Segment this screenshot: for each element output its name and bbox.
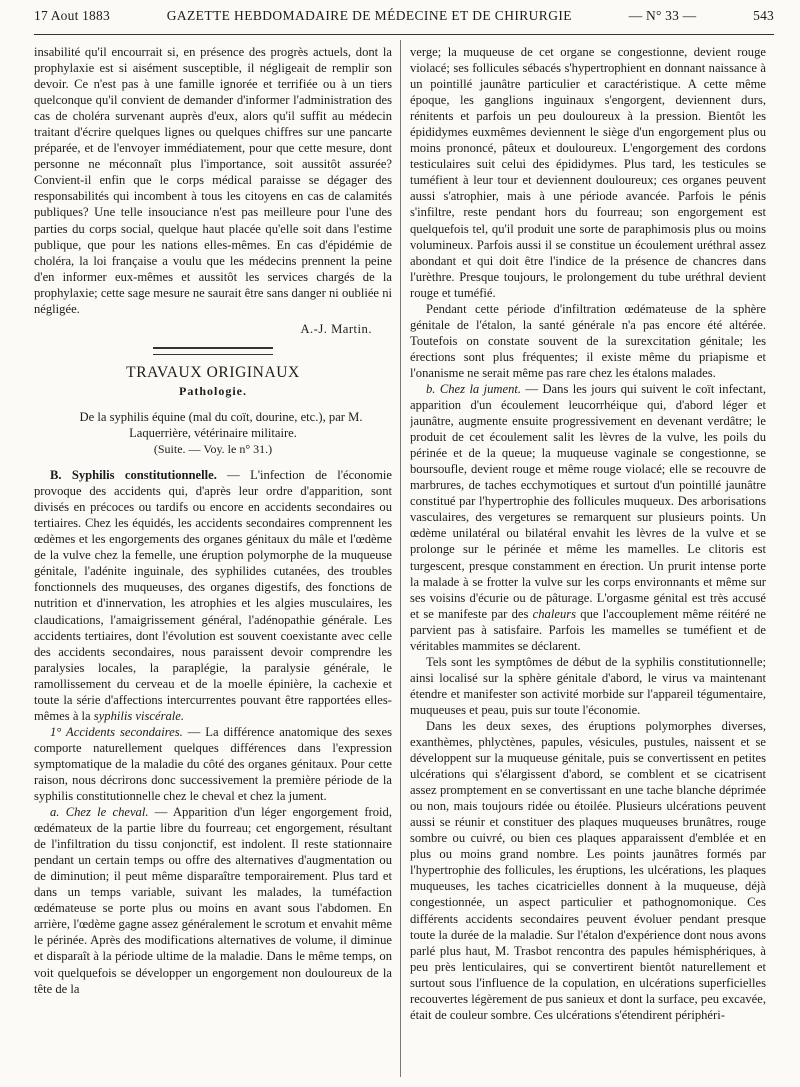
- paragraph: Pendant cette période d'infiltration œdémateuse de la sphère génitale de l'étalon, la santé générale n'a pas encore été altérée. Toutefois on constate souvent de la surexcitation génitale; les érections sont plus fréquentes; il existe même du priapisme et l'onanisme ne serait même pas rare chez les étalons malades.: [410, 301, 766, 380]
- left-column: [34, 44, 392, 1077]
- paragraph-chez-le-cheval: a. Chez le cheval. — Apparition d'un léger engorgement froid, œdémateux de la partie libre du fourreau; cet engorgement, résultant de l'infiltration du tissu conjonctif, est indolent. Il reste stationnaire pendant un certain temps ou offre des alternatives d'augmentation ou de diminution; il peut même disparaître temporairement. Plus tard et dans un temps variable, suivant les malades, la tuméfaction œdémateuse se porte plus ou moins en avant sous l'abdomen. En arrière, l'œdème gagne assez généralement le scrotum et envahit même le périnée. Après des modifications alternatives de volume, il diminue et disparaît à la période ultime de la maladie. Dans le même temps, on voit quelquefois se développer un engorgement non douloureux de la tête de la: [34, 805, 392, 996]
- paragraph-b-constitutionnelle: B. Syphilis constitutionnelle. — L'infection de l'économie provoque des accidents qui, d'après leur ordre d'apparition, sont divisés en précoces ou tardifs ou encore en accidents secondaires ou tertiaires. Chez les équidés, les accidents secondaires comprennent les œdèmes et les engorgements des organes génitaux du mâle et l'œdème de la vulve chez la femelle, une éruption polymorphe de la muqueuse génitale, l'adénite inguinale, des syphilides cutanées, des troubles fonctionnels des muqueuses, des organes digestifs, des fonctions de nutrition et d'innervation, les atrophies et les algies musculaires, les claudications, l'amaigrissement général, l'adénopathie générale. Les accidents tertiaires, dont l'évolution est souvent coexistante avec celle des accidents secondaires, nous paraissent devoir comprendre les paralysies locales, la paraplégie, la paralysie générale, le ramollissement du cerveau et de la moelle épinière, la cachexie et toute la série d'affections intercurrentes pouvant être rapportées elles-mêmes à la syphilis viscérale.: [34, 468, 392, 723]
- running-header: [34, 8, 774, 32]
- paragraph-heading: b. Chez la jument.: [426, 381, 522, 396]
- header-rule: [34, 34, 774, 35]
- right-column: [410, 44, 766, 1077]
- section-title: TRAVAUX ORIGINAUX: [126, 363, 300, 381]
- article-suite-note: (Suite. — Voy. le n° 31.): [153, 442, 273, 457]
- paragraph: Dans les deux sexes, des éruptions polymorphes diverses, exanthèmes, phlyctènes, papules, vésicules, pustules, naissent et se développent sur la muqueuse génitale, puis se convertissent en petites ulcérations qui s'élargissent d'abord, se comblent et se cicatrisent assez promptement en se convertissant en une tache blanche déprimée ou non, mais toujours ridée ou étoilée. Plusieurs ulcérations peuvent aussi se réunir et constituer des plaques muqueuses brunâtres, rouge sombre ou cuivré, ou bien ces plaques apparaissent d'emblée et en plus ou moins grand nombre. Les points jaunâtres formés par l'hypertrophie des follicules, les éruptions, les ulcérations, les plaques muqueuses, les taches cicatricielles donnent à la muqueuse, déjà congestionnée, un aspect particulier et pathognomonique. Ces différents accidents secondaires peuvent évoluer pendant presque toute la durée de la maladie. Sur l'étalon d'expérience dont nous avons parlé plus haut, M. Trasbot rencontra des papules hémisphériques, à peu près lenticulaires, qui se convertirent bientôt naturellement et surtout sous l'influence de la copulation, en ulcérations superficielles recouvertes légèrement de pus sanieux et dont la surface, peu excavée, était de couleur sombre. Ces ulcérations s'étendirent périphéri-: [410, 718, 766, 1022]
- paragraph-heading: a. Chez le cheval.: [50, 805, 149, 820]
- signature: A.-J. Martin.: [300, 321, 372, 336]
- paragraph-continued: verge; la muqueuse de cet organe se congestionne, devient rouge violacé; ses follicules sébacés s'hypertrophient en donnant naissance à un pointillé jaunâtre particulier et caractéristique. A cette même époque, les ganglions inguinaux s'engorgent, deviennent durs, rénitents et parfois un peu douloureux à la pression. Bientôt les épididymes euxmêmes deviennent le siège d'un engorgement plus ou moins prononcé, pâteux et douloureux. L'engorgement des cordons testiculaires suit celui des épididymes. Plus tard, les testicules se tuméfient à leur tour et deviennent douloureux; ces organes peuvent aussi s'atrophier, mais à une période avancée. Parfois le pénis s'infiltre, reste pendant hors du fourreau; son engorgement est quelquefois tel, qu'il produit une sorte de paraphimosis plus ou moins volumineux. Parfois aussi il se constitue un écoulement uréthral assez abondant et qui doit être l'indice de la présence de chancres dans l'urèthre. Presque toujours, le prolongement du tube uréthral devient rouge et tuméfié.: [410, 45, 766, 300]
- issue-number: — N° 33 —: [628, 8, 697, 23]
- intro-paragraph: insabilité qu'il encourrait si, en présence des progrès actuels, dont la prophylaxie est si aisément susceptible, il négligeait de remplir son devoir. Ce n'est pas à une famille ignorée et terrifiée ou à un tiers quelconque qu'il convient de demander d'informer l'administration des cas de choléra survenant auprès d'eux, alors qu'il suffit au médecin traitant d'écrire quelques lignes ou quelques chiffres sur une pancarte préparée, et de l'envoyer immédiatement, pour que cette mesure, dont personne ne méconnaît plus l'importance, soit aussitôt assurée? Convient-il enfin que le corps médical paraisse se dégager des responsabilités qui incombent à tous les citoyens en cas de calamités publiques? Une telle insouciance n'est pas meilleure pour l'une des parties du corps social, quelque haut placée qu'elle soit dans l'estime publique, que pour les nations elles-mêmes. En cas d'épidémie de choléra, la loi française a voulu que les médecins prennent la peine d'en informer eux-mêmes et aussitôt les services chargés de la prophylaxie; cette sage mesure ne saurait être sans danger ni oubliée ni négligée.: [34, 45, 392, 316]
- header-date: 17 Aout 1883: [34, 8, 110, 23]
- paragraph-heading: 1° Accidents secondaires.: [50, 724, 183, 739]
- section-subtitle: Pathologie.: [179, 383, 247, 398]
- journal-title: GAZETTE HEBDOMADAIRE DE MÉDECINE ET DE CHIRURGIE: [166, 8, 572, 23]
- paragraph-heading: B. Syphilis constitutionnelle.: [50, 468, 217, 483]
- ornament-rule: [153, 347, 273, 355]
- paragraph: Tels sont les symptômes de début de la syphilis constitutionnelle; ainsi localisé sur la sphère génitale d'abord, le virus va maintenant étendre et manifester son activité morbide sur l'appareil tégumentaire, muqueuses et peau, puis sur toute l'économie.: [410, 654, 766, 717]
- column-divider: [400, 40, 401, 1077]
- article-title: De la syphilis équine (mal du coït, dourine, etc.), par M. Laquerrière, vétérinaire militaire.: [79, 409, 363, 440]
- paragraph-chez-la-jument: b. Chez la jument. — Dans les jours qui suivent le coït infectant, apparition d'un écoulement leucorrhéique qui, d'abord léger et jaunâtre, augmente ensuite progressivement en devenant verdâtre; le produit de cet écoulement salit les lèvres de la vulve, les poils du périnée et de la queue; la muqueuse vaginale se congestionne, se boursoufle, devient rouge et même rouge violacé; elle se recouvre de marbrures, de taches ecchymotiques et surtout d'un pointillé jaunâtre constitué par l'hypertrophie des follicules muqueux. Des arborisations vasculaires, des vergetures se remarquent sur plusieurs points. Un œdème unilatéral ou bilatéral envahit les lèvres de la vulve et se prolonge sur le périnée et même les mamelles. Le clitoris est turgescent, presque constamment en érection. Un prurit intense porte la malade à se frotter la vulve sur les corps environnants et même sur ses voisins d'écurie ou de pâturage. L'orgasme génital est très accusé et se manifeste par des chaleurs que l'accouplement même réitéré ne parvient pas à satisfaire. Parfois les mamelles se tuméfient et de véritables mammites se déclarent.: [410, 381, 766, 653]
- page-number: 543: [753, 8, 774, 23]
- paragraph-accidents-secondaires: 1° Accidents secondaires. — La différence anatomique des sexes comporte naturellement quelques différences dans l'expression symptomatique de la maladie du côté des organes génitaux. Pour cette raison, nous décrirons donc successivement la première période de la syphilis constitutionnelle chez le cheval et chez la jument.: [34, 724, 392, 804]
